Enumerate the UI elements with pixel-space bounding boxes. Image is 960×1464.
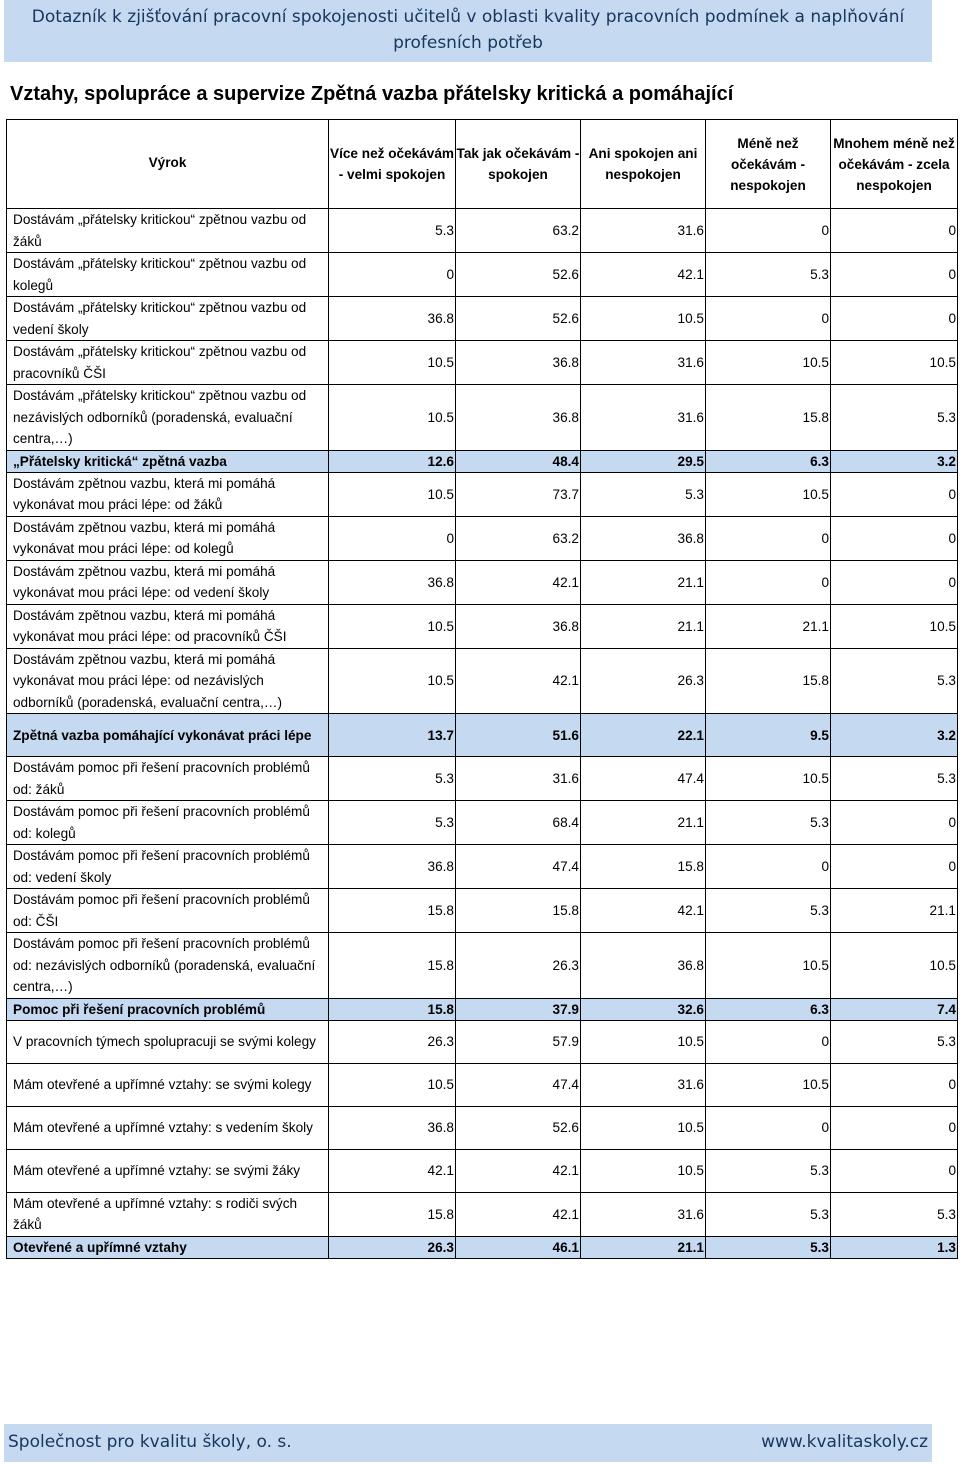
row-value-1: 13.7 bbox=[329, 714, 456, 757]
row-value-2: 36.8 bbox=[456, 385, 581, 451]
table-row bbox=[7, 1020, 958, 1063]
row-value-5: 0 bbox=[831, 560, 958, 604]
row-value-4: 6.3 bbox=[706, 450, 831, 472]
row-value-5: 0 bbox=[831, 845, 958, 889]
row-value-2: 42.1 bbox=[456, 648, 581, 714]
row-value-1: 36.8 bbox=[329, 1106, 456, 1149]
column-header-dissatisfied: Méně než očekávám - nespokojen bbox=[706, 120, 831, 209]
table-row bbox=[7, 1063, 958, 1106]
row-value-2: 46.1 bbox=[456, 1236, 581, 1258]
row-value-5: 21.1 bbox=[831, 889, 958, 933]
row-value-4: 6.3 bbox=[706, 998, 831, 1020]
row-statement: Dostávám zpětnou vazbu, která mi pomáhá vykonávat mou práci lépe: od vedení školy bbox=[7, 560, 329, 604]
row-value-4: 15.8 bbox=[706, 648, 831, 714]
survey-table bbox=[6, 119, 958, 1259]
row-statement: Mám otevřené a upřímné vztahy: s rodiči svých žáků bbox=[7, 1192, 329, 1236]
table-row bbox=[7, 472, 958, 516]
row-value-2: 73.7 bbox=[456, 472, 581, 516]
row-statement: Dostávám pomoc při řešení pracovních problémů od: ČŠI bbox=[7, 889, 329, 933]
row-value-2: 42.1 bbox=[456, 560, 581, 604]
row-value-2: 42.1 bbox=[456, 1192, 581, 1236]
row-value-3: 42.1 bbox=[581, 253, 706, 297]
row-value-4: 15.8 bbox=[706, 385, 831, 451]
row-value-3: 36.8 bbox=[581, 933, 706, 999]
header-line-2: profesních potřeb bbox=[393, 33, 543, 53]
row-value-1: 26.3 bbox=[329, 1236, 456, 1258]
row-statement: Dostávám „přátelsky kritickou“ zpětnou vazbu od vedení školy bbox=[7, 297, 329, 341]
row-value-5: 0 bbox=[831, 472, 958, 516]
row-value-4: 5.3 bbox=[706, 801, 831, 845]
row-value-3: 36.8 bbox=[581, 516, 706, 560]
row-value-2: 15.8 bbox=[456, 889, 581, 933]
row-value-1: 10.5 bbox=[329, 604, 456, 648]
row-value-3: 31.6 bbox=[581, 385, 706, 451]
row-value-4: 0 bbox=[706, 1106, 831, 1149]
row-statement: Dostávám pomoc při řešení pracovních problémů od: kolegů bbox=[7, 801, 329, 845]
column-header-very-satisfied: Více než očekávám - velmi spokojen bbox=[329, 120, 456, 209]
table-row bbox=[7, 516, 958, 560]
row-statement: Dostávám zpětnou vazbu, která mi pomáhá vykonávat mou práci lépe: od žáků bbox=[7, 472, 329, 516]
row-statement: Dostávám „přátelsky kritickou“ zpětnou vazbu od kolegů bbox=[7, 253, 329, 297]
row-value-2: 63.2 bbox=[456, 516, 581, 560]
row-value-5: 0 bbox=[831, 1106, 958, 1149]
table-row bbox=[7, 648, 958, 714]
row-value-2: 31.6 bbox=[456, 757, 581, 801]
row-value-1: 5.3 bbox=[329, 757, 456, 801]
row-value-2: 48.4 bbox=[456, 450, 581, 472]
row-value-3: 42.1 bbox=[581, 889, 706, 933]
column-header-very-dissatisfied: Mnohem méně než očekávám - zcela nespokojen bbox=[831, 120, 958, 209]
table-row bbox=[7, 845, 958, 889]
row-value-5: 0 bbox=[831, 1063, 958, 1106]
table-row bbox=[7, 385, 958, 451]
table-row bbox=[7, 1106, 958, 1149]
row-value-1: 15.8 bbox=[329, 889, 456, 933]
row-statement: Pomoc při řešení pracovních problémů bbox=[7, 998, 329, 1020]
row-value-4: 10.5 bbox=[706, 933, 831, 999]
row-value-3: 5.3 bbox=[581, 472, 706, 516]
row-value-1: 10.5 bbox=[329, 472, 456, 516]
row-value-5: 0 bbox=[831, 1149, 958, 1192]
row-value-5: 3.2 bbox=[831, 714, 958, 757]
summary-row bbox=[7, 1236, 958, 1258]
row-statement: Zpětná vazba pomáhající vykonávat práci lépe bbox=[7, 714, 329, 757]
row-value-1: 15.8 bbox=[329, 1192, 456, 1236]
row-value-3: 21.1 bbox=[581, 604, 706, 648]
summary-row bbox=[7, 450, 958, 472]
row-value-2: 63.2 bbox=[456, 209, 581, 253]
row-value-3: 21.1 bbox=[581, 560, 706, 604]
row-statement: Dostávám „přátelsky kritickou“ zpětnou vazbu od žáků bbox=[7, 209, 329, 253]
row-value-1: 36.8 bbox=[329, 845, 456, 889]
row-statement: Dostávám „přátelsky kritickou“ zpětnou vazbu od pracovníků ČŠI bbox=[7, 341, 329, 385]
row-value-2: 36.8 bbox=[456, 604, 581, 648]
table-row bbox=[7, 801, 958, 845]
row-value-4: 0 bbox=[706, 516, 831, 560]
row-statement: Mám otevřené a upřímné vztahy: se svými kolegy bbox=[7, 1063, 329, 1106]
row-value-1: 36.8 bbox=[329, 560, 456, 604]
row-value-3: 47.4 bbox=[581, 757, 706, 801]
row-statement: Dostávám zpětnou vazbu, která mi pomáhá vykonávat mou práci lépe: od kolegů bbox=[7, 516, 329, 560]
row-value-2: 36.8 bbox=[456, 341, 581, 385]
row-value-1: 10.5 bbox=[329, 1063, 456, 1106]
table-row bbox=[7, 560, 958, 604]
summary-row bbox=[7, 714, 958, 757]
row-value-1: 10.5 bbox=[329, 385, 456, 451]
row-value-1: 42.1 bbox=[329, 1149, 456, 1192]
row-value-5: 5.3 bbox=[831, 757, 958, 801]
document-footer bbox=[4, 1424, 932, 1462]
row-value-5: 0 bbox=[831, 209, 958, 253]
row-statement: Mám otevřené a upřímné vztahy: se svými žáky bbox=[7, 1149, 329, 1192]
table-row bbox=[7, 253, 958, 297]
table-row bbox=[7, 889, 958, 933]
row-value-5: 3.2 bbox=[831, 450, 958, 472]
row-value-1: 12.6 bbox=[329, 450, 456, 472]
table-row bbox=[7, 297, 958, 341]
row-value-5: 0 bbox=[831, 253, 958, 297]
row-value-5: 5.3 bbox=[831, 648, 958, 714]
row-value-3: 15.8 bbox=[581, 845, 706, 889]
row-value-2: 37.9 bbox=[456, 998, 581, 1020]
row-value-1: 10.5 bbox=[329, 341, 456, 385]
row-value-4: 10.5 bbox=[706, 757, 831, 801]
row-value-4: 10.5 bbox=[706, 1063, 831, 1106]
table-row bbox=[7, 933, 958, 999]
row-value-2: 26.3 bbox=[456, 933, 581, 999]
column-header-neutral: Ani spokojen ani nespokojen bbox=[581, 120, 706, 209]
row-value-1: 15.8 bbox=[329, 933, 456, 999]
row-value-1: 26.3 bbox=[329, 1020, 456, 1063]
row-value-2: 52.6 bbox=[456, 1106, 581, 1149]
row-value-4: 5.3 bbox=[706, 889, 831, 933]
section-title: Vztahy, spolupráce a supervize Zpětná vazba přátelsky kritická a pomáhající bbox=[10, 83, 734, 105]
row-value-1: 36.8 bbox=[329, 297, 456, 341]
table-row bbox=[7, 209, 958, 253]
table-row bbox=[7, 604, 958, 648]
row-value-1: 5.3 bbox=[329, 209, 456, 253]
row-statement: Dostávám pomoc při řešení pracovních problémů od: vedení školy bbox=[7, 845, 329, 889]
row-value-4: 0 bbox=[706, 845, 831, 889]
row-value-5: 5.3 bbox=[831, 385, 958, 451]
row-value-2: 57.9 bbox=[456, 1020, 581, 1063]
row-value-3: 31.6 bbox=[581, 1192, 706, 1236]
row-statement: Dostávám zpětnou vazbu, která mi pomáhá vykonávat mou práci lépe: od pracovníků ČŠI bbox=[7, 604, 329, 648]
column-header-statement: Výrok bbox=[7, 120, 329, 209]
row-statement: Dostávám „přátelsky kritickou“ zpětnou vazbu od nezávislých odborníků (poradenská, evaluační centra,…) bbox=[7, 385, 329, 451]
row-value-1: 15.8 bbox=[329, 998, 456, 1020]
row-value-5: 5.3 bbox=[831, 1192, 958, 1236]
row-value-5: 0 bbox=[831, 516, 958, 560]
row-value-5: 10.5 bbox=[831, 933, 958, 999]
row-value-2: 52.6 bbox=[456, 253, 581, 297]
row-value-2: 52.6 bbox=[456, 297, 581, 341]
row-value-5: 1.3 bbox=[831, 1236, 958, 1258]
table-row bbox=[7, 1192, 958, 1236]
row-statement: V pracovních týmech spolupracuji se svými kolegy bbox=[7, 1020, 329, 1063]
row-value-5: 10.5 bbox=[831, 341, 958, 385]
row-value-4: 21.1 bbox=[706, 604, 831, 648]
row-statement: „Přátelsky kritická“ zpětná vazba bbox=[7, 450, 329, 472]
row-value-5: 10.5 bbox=[831, 604, 958, 648]
row-value-3: 10.5 bbox=[581, 1149, 706, 1192]
row-value-5: 5.3 bbox=[831, 1020, 958, 1063]
header-line-1: Dotazník k zjišťování pracovní spokojenosti učitelů v oblasti kvality pracovních podmínek a naplňování bbox=[31, 7, 905, 27]
row-value-4: 5.3 bbox=[706, 253, 831, 297]
row-value-3: 26.3 bbox=[581, 648, 706, 714]
table-header-row bbox=[7, 120, 958, 209]
survey-table-body bbox=[7, 209, 958, 1259]
row-statement: Otevřené a upřímné vztahy bbox=[7, 1236, 329, 1258]
footer-website-link[interactable]: www.kvalitaskoly.cz bbox=[761, 1432, 928, 1452]
row-value-4: 0 bbox=[706, 560, 831, 604]
row-value-1: 0 bbox=[329, 253, 456, 297]
row-value-2: 47.4 bbox=[456, 845, 581, 889]
row-value-3: 32.6 bbox=[581, 998, 706, 1020]
row-statement: Dostávám pomoc při řešení pracovních problémů od: žáků bbox=[7, 757, 329, 801]
row-value-4: 9.5 bbox=[706, 714, 831, 757]
footer-organization: Společnost pro kvalitu školy, o. s. bbox=[8, 1432, 292, 1452]
column-header-satisfied: Tak jak očekávám - spokojen bbox=[456, 120, 581, 209]
summary-row bbox=[7, 998, 958, 1020]
row-statement: Mám otevřené a upřímné vztahy: s vedením školy bbox=[7, 1106, 329, 1149]
row-value-4: 5.3 bbox=[706, 1236, 831, 1258]
row-value-1: 0 bbox=[329, 516, 456, 560]
document-header bbox=[4, 0, 932, 62]
row-value-4: 5.3 bbox=[706, 1192, 831, 1236]
row-value-5: 0 bbox=[831, 297, 958, 341]
row-value-4: 10.5 bbox=[706, 472, 831, 516]
row-value-4: 0 bbox=[706, 209, 831, 253]
row-value-3: 21.1 bbox=[581, 801, 706, 845]
row-value-5: 7.4 bbox=[831, 998, 958, 1020]
row-value-2: 68.4 bbox=[456, 801, 581, 845]
row-value-3: 21.1 bbox=[581, 1236, 706, 1258]
row-value-4: 0 bbox=[706, 1020, 831, 1063]
row-value-3: 10.5 bbox=[581, 297, 706, 341]
row-value-4: 10.5 bbox=[706, 341, 831, 385]
row-value-3: 29.5 bbox=[581, 450, 706, 472]
row-value-3: 31.6 bbox=[581, 341, 706, 385]
table-row bbox=[7, 1149, 958, 1192]
row-value-4: 5.3 bbox=[706, 1149, 831, 1192]
row-value-2: 47.4 bbox=[456, 1063, 581, 1106]
row-statement: Dostávám pomoc při řešení pracovních problémů od: nezávislých odborníků (poradenská, evaluační centra,…) bbox=[7, 933, 329, 999]
row-value-3: 31.6 bbox=[581, 209, 706, 253]
row-value-1: 5.3 bbox=[329, 801, 456, 845]
row-value-3: 31.6 bbox=[581, 1063, 706, 1106]
row-value-3: 22.1 bbox=[581, 714, 706, 757]
table-row bbox=[7, 757, 958, 801]
row-value-4: 0 bbox=[706, 297, 831, 341]
row-value-3: 10.5 bbox=[581, 1106, 706, 1149]
row-statement: Dostávám zpětnou vazbu, která mi pomáhá vykonávat mou práci lépe: od nezávislých odborníků (poradenská, evaluační centra,…) bbox=[7, 648, 329, 714]
row-value-5: 0 bbox=[831, 801, 958, 845]
table-row bbox=[7, 341, 958, 385]
row-value-1: 10.5 bbox=[329, 648, 456, 714]
row-value-3: 10.5 bbox=[581, 1020, 706, 1063]
row-value-2: 51.6 bbox=[456, 714, 581, 757]
row-value-2: 42.1 bbox=[456, 1149, 581, 1192]
